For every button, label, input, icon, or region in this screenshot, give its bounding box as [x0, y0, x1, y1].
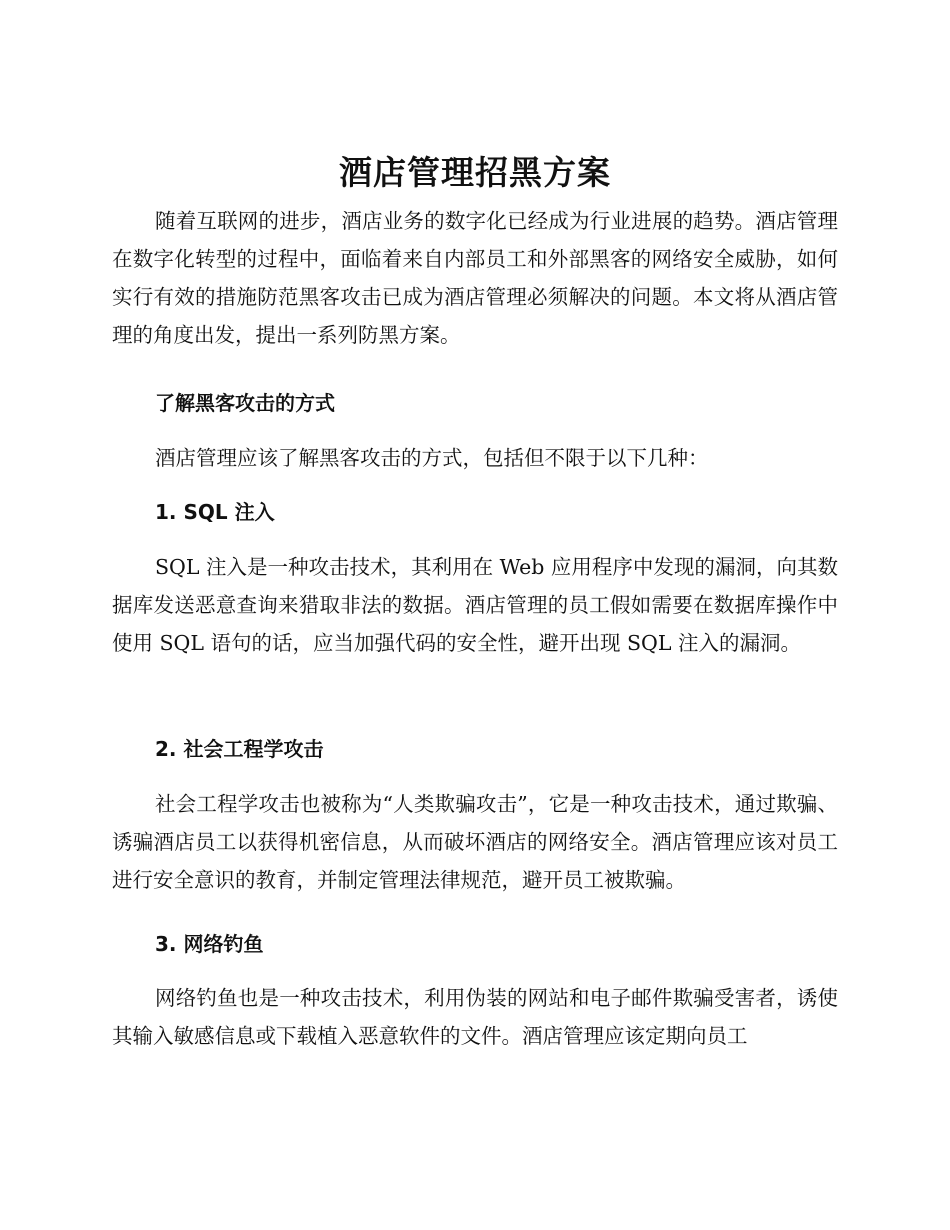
item-heading-sql-injection: 1. SQL 注入 [155, 500, 275, 524]
item-body-sql-injection: SQL 注入是一种攻击技术，其利用在 Web 应用程序中发现的漏洞，向其数据库发送恶意查询来猎取非法的数据。酒店管理的员工假如需要在数据库操作中使用 SQL 语句的话，应当加强代码的安全性，避开出现 SQL 注入的漏洞。 [112, 555, 838, 655]
document-title: 酒店管理招黑方案 [339, 153, 611, 192]
item-heading-social-engineering: 2. 社会工程学攻击 [155, 737, 324, 761]
item-body-phishing: 网络钓鱼也是一种攻击技术，利用伪装的网站和电子邮件欺骗受害者，诱使其输入敏感信息或下载植入恶意软件的文件。酒店管理应该定期向员工 [112, 986, 838, 1048]
item-heading-phishing: 3. 网络钓鱼 [155, 932, 264, 956]
intro-paragraph: 随着互联网的进步，酒店业务的数字化已经成为行业进展的趋势。酒店管理在数字化转型的过程中，面临着来自内部员工和外部黑客的网络安全威胁，如何实行有效的措施防范黑客攻击已成为酒店管理必须解决的问题。本文将从酒店管理的角度出发，提出一系列防黑方案。 [112, 209, 838, 347]
section-intro-paragraph: 酒店管理应该了解黑客攻击的方式，包括但不限于以下几种： [155, 446, 709, 470]
section-heading: 了解黑客攻击的方式 [155, 391, 335, 415]
item-body-social-engineering: 社会工程学攻击也被称为“人类欺骗攻击”，它是一种攻击技术，通过欺骗、诱骗酒店员工以获得机密信息，从而破坏酒店的网络安全。酒店管理应该对员工进行安全意识的教育，并制定管理法律规范，避开员工被欺骗。 [112, 792, 838, 892]
